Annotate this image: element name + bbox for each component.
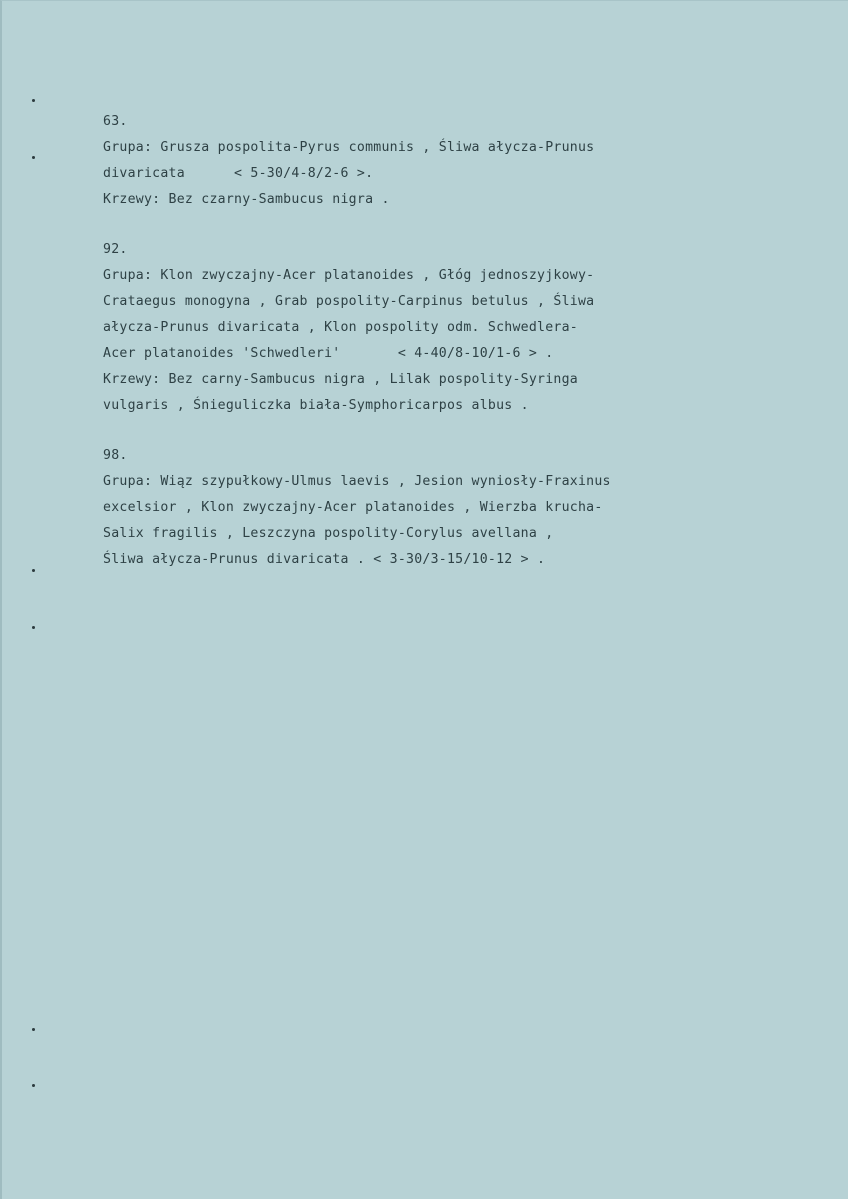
entry-line: Acer platanoides 'Schwedleri' < 4-40/8-10/1-6 > . <box>103 346 554 361</box>
entry-line: Śliwa ałycza-Prunus divaricata . < 3-30/3-15/10-12 > . <box>103 552 546 567</box>
binding-hole-mark <box>32 156 35 159</box>
entry-line: vulgaris , Śnieguliczka biała-Symphoricarpos albus . <box>103 398 529 413</box>
entry-number: 92. <box>103 242 128 257</box>
entry-number: 98. <box>103 448 128 463</box>
entry-line: divaricata < 5-30/4-8/2-6 >. <box>103 166 374 181</box>
entry <box>103 237 803 419</box>
entry-line: Grupa: Wiąz szypułkowy-Ulmus laevis , Jesion wyniosły-Fraxinus <box>103 474 611 489</box>
entry-line: Grupa: Klon zwyczajny-Acer platanoides , Głóg jednoszyjkowy- <box>103 268 595 283</box>
entry <box>103 109 803 213</box>
typed-text-body <box>103 109 803 597</box>
entry-line: Krzewy: Bez czarny-Sambucus nigra . <box>103 192 390 207</box>
entry <box>103 443 803 573</box>
binding-hole-mark <box>32 99 35 102</box>
entry-line: Crataegus monogyna , Grab pospolity-Carpinus betulus , Śliwa <box>103 294 595 309</box>
binding-hole-mark <box>32 1084 35 1087</box>
entry-line: Salix fragilis , Leszczyna pospolity-Corylus avellana , <box>103 526 554 541</box>
binding-hole-mark <box>32 626 35 629</box>
entry-number: 63. <box>103 114 128 129</box>
entry-line: excelsior , Klon zwyczajny-Acer platanoides , Wierzba krucha- <box>103 500 603 515</box>
entry-line: ałycza-Prunus divaricata , Klon pospolity odm. Schwedlera- <box>103 320 578 335</box>
binding-hole-mark <box>32 569 35 572</box>
entry-line: Krzewy: Bez carny-Sambucus nigra , Lilak pospolity-Syringa <box>103 372 578 387</box>
entry-line: Grupa: Grusza pospolita-Pyrus communis , Śliwa ałycza-Prunus <box>103 140 595 155</box>
binding-hole-mark <box>32 1028 35 1031</box>
